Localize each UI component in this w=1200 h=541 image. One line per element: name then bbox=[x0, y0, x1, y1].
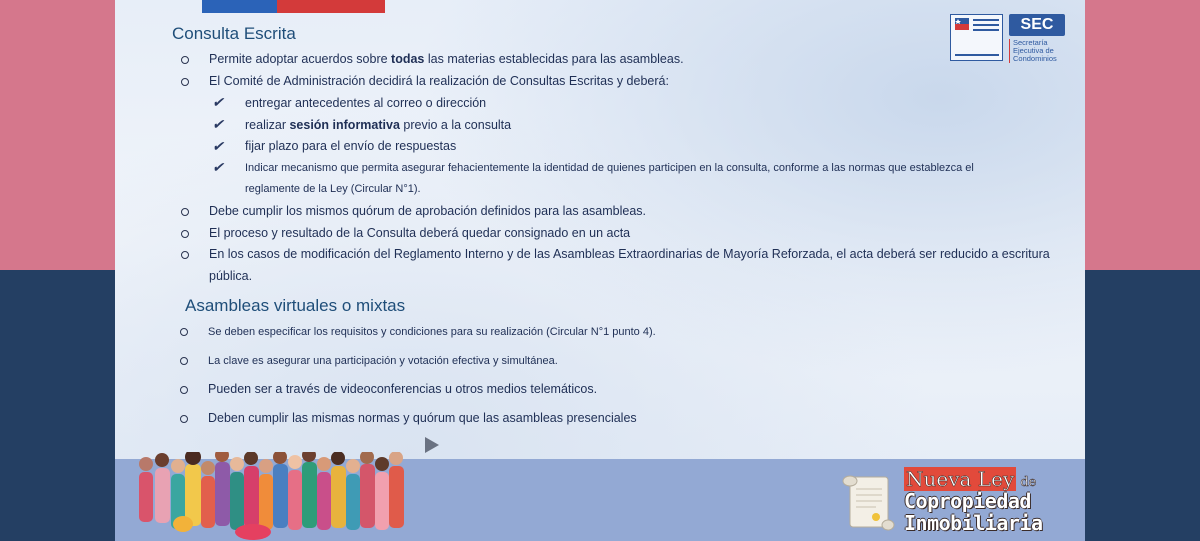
brand-line-2: Copropiedad bbox=[904, 489, 1031, 513]
government-logo bbox=[950, 14, 1003, 61]
bullet-icon bbox=[181, 208, 189, 216]
sub-list-item-continued: reglamente de la Ley (Circular N°1). bbox=[245, 183, 421, 195]
list-item: El proceso y resultado de la Consulta deberá quedar consignado en un acta bbox=[209, 226, 631, 240]
consulta-escrita-heading: Consulta Escrita bbox=[172, 24, 296, 43]
sec-subtitle-line: Secretaría bbox=[1013, 38, 1048, 47]
sec-logo-subtitle bbox=[1009, 39, 1067, 63]
list-item: Debe cumplir los mismos quórum de aprobación definidos para las asambleas. bbox=[209, 204, 647, 218]
list-item: En los casos de modificación del Reglamento Interno y de las Asambleas Extraordinarias de Mayoría Reforzada, el acta deberá ser reducido a escritura bbox=[209, 247, 1050, 261]
list-item: Deben cumplir las mismas normas y quórum que las asambleas presenciales bbox=[208, 411, 637, 425]
brand-suffix: de bbox=[1016, 475, 1037, 490]
check-icon: ✔ bbox=[212, 159, 224, 175]
text: las materias establecidas para las asambleas. bbox=[424, 52, 684, 66]
list-item bbox=[209, 52, 684, 66]
text: Permite adoptar acuerdos sobre bbox=[209, 52, 392, 66]
scroll-document-icon bbox=[840, 473, 896, 533]
text: realizar bbox=[245, 118, 290, 132]
nueva-ley-brand bbox=[840, 467, 1080, 537]
flag-stripe-blue bbox=[202, 0, 277, 13]
list-item: Se deben especificar los requisitos y condiciones para su realización (Circular N°1 punto 4). bbox=[208, 326, 656, 338]
sub-list-item: fijar plazo para el envío de respuestas bbox=[245, 139, 457, 153]
brand-highlight: Nueva Ley bbox=[906, 467, 1015, 491]
check-icon: ✔ bbox=[212, 138, 224, 154]
sub-list-item: entregar antecedentes al correo o dirección bbox=[245, 96, 487, 110]
list-item: El Comité de Administración decidirá la realización de Consultas Escritas y deberá: bbox=[209, 74, 669, 88]
bullet-icon bbox=[181, 56, 189, 64]
brand-line-3: Inmobiliaria bbox=[904, 511, 1043, 535]
slide bbox=[115, 0, 1085, 541]
brand-line-1 bbox=[904, 467, 1036, 491]
government-logo-bar bbox=[955, 54, 999, 56]
sec-subtitle-line: Condominios bbox=[1013, 54, 1057, 63]
bold-text: todas bbox=[391, 52, 425, 66]
government-logo-lines bbox=[973, 19, 999, 34]
shield-icon bbox=[955, 18, 969, 30]
play-icon[interactable] bbox=[425, 437, 439, 453]
bullet-icon bbox=[180, 328, 188, 336]
bullet-icon bbox=[180, 415, 188, 423]
footer-band bbox=[115, 459, 1085, 541]
asambleas-virtuales-heading: Asambleas virtuales o mixtas bbox=[185, 296, 406, 315]
sec-logo-label: SEC bbox=[1009, 14, 1065, 36]
sub-list-item: Indicar mecanismo que permita asegurar fehacientemente la identidad de quienes participen en la consulta, conforme a las normas que establezca el bbox=[245, 162, 974, 174]
sub-list-item bbox=[245, 118, 511, 132]
list-item: Pueden ser a través de videoconferencias u otros medios telemáticos. bbox=[208, 382, 598, 396]
bullet-icon bbox=[180, 386, 188, 394]
list-item-continued: pública. bbox=[209, 269, 253, 283]
check-icon: ✔ bbox=[212, 116, 224, 132]
bullet-icon bbox=[181, 251, 189, 259]
sec-subtitle-line: Ejecutiva de bbox=[1013, 46, 1054, 55]
flag-stripe-red bbox=[277, 0, 385, 13]
text: previo a la consulta bbox=[399, 118, 512, 132]
bold-text: sesión informativa bbox=[289, 118, 400, 132]
sec-logo bbox=[1009, 14, 1067, 62]
crowd-illustration bbox=[133, 452, 413, 541]
bullet-icon bbox=[181, 230, 189, 238]
list-item: La clave es asegurar una participación y votación efectiva y simultánea. bbox=[208, 355, 558, 367]
bullet-icon bbox=[181, 78, 189, 86]
check-icon: ✔ bbox=[212, 94, 224, 110]
bullet-icon bbox=[180, 357, 188, 365]
